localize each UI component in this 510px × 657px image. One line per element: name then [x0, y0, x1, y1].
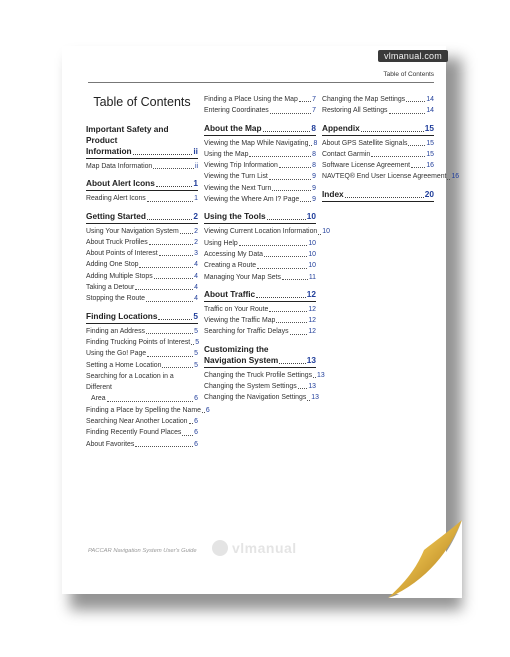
dot-leader [270, 113, 311, 114]
toc-section-heading[interactable] [204, 211, 316, 224]
page-number: ii [194, 163, 198, 170]
toc-section-heading[interactable] [322, 189, 434, 202]
toc-section-heading[interactable] [204, 355, 316, 368]
section-title: About Alert Icons [86, 178, 155, 189]
entry-title: Searching Near Another Location [86, 418, 188, 426]
section-title: About the Map [204, 122, 262, 133]
entry-title: Using Help [204, 239, 238, 247]
entry-title: About Points of Interest [86, 250, 158, 258]
page-number: 8 [311, 122, 316, 133]
entry-title: Finding Trucking Points of Interest [86, 338, 191, 346]
dot-leader [133, 154, 193, 155]
toc-entry[interactable] [204, 183, 316, 194]
dot-leader [282, 279, 308, 280]
dot-leader [162, 367, 193, 368]
dot-leader [298, 388, 308, 389]
toc-entry[interactable] [204, 94, 316, 105]
toc-entry[interactable] [86, 282, 198, 293]
toc-column-2 [204, 94, 330, 404]
toc-entries [204, 94, 330, 404]
section-title: Navigation System [204, 354, 279, 365]
toc-section-heading[interactable] [204, 289, 316, 302]
page-number: 6 [194, 395, 198, 403]
toc-entries [322, 94, 460, 202]
dot-leader [290, 334, 308, 335]
page-number: 20 [424, 188, 434, 199]
entry-title: Accessing My Data [204, 250, 263, 258]
toc-entry[interactable] [204, 138, 316, 149]
page-number: 6 [205, 406, 210, 414]
entry-title: Finding an Address [86, 327, 145, 335]
page-number: 8 [312, 150, 316, 158]
dot-leader [309, 145, 312, 146]
page-number: 5 [194, 350, 198, 358]
entry-title: Searching for Traffic Delays [204, 328, 289, 336]
entry-title: Restoring All Settings [322, 107, 388, 115]
section-title: Index [322, 188, 344, 199]
dot-leader [146, 301, 193, 302]
page-number: 12 [308, 305, 316, 313]
dot-leader [300, 201, 311, 202]
dot-leader [146, 333, 193, 334]
dot-leader [361, 131, 424, 132]
entry-title: Viewing Trip Information [204, 162, 278, 170]
page-number: 15 [426, 139, 434, 147]
toc-entry[interactable] [204, 370, 325, 381]
dot-leader [153, 168, 194, 169]
page-number: 4 [194, 295, 198, 303]
toc-column-3 [322, 94, 460, 204]
dot-leader [147, 219, 192, 220]
page-number: 6 [194, 418, 198, 426]
toc-entry[interactable] [204, 326, 316, 337]
toc-entry[interactable] [322, 160, 434, 171]
toc-entry[interactable] [86, 337, 198, 348]
entry-title: Taking a Detour [86, 284, 135, 292]
entry-title: Setting a Home Location [86, 361, 162, 369]
dot-leader [272, 190, 311, 191]
page-number: 11 [308, 273, 316, 281]
page-number: 7 [312, 107, 316, 115]
toc-section-heading-line1[interactable]: Customizing the [204, 343, 269, 354]
dot-leader [107, 401, 194, 402]
toc-entries [86, 124, 210, 450]
toc-entry[interactable] [86, 237, 198, 248]
entry-title: Reading Alert Icons [86, 195, 146, 203]
dot-leader [189, 423, 194, 424]
toc-section-heading[interactable] [86, 211, 198, 224]
section-title: Getting Started [86, 210, 146, 221]
entry-title-line1: Searching for a Location in a Different [86, 372, 174, 392]
dot-leader [239, 245, 308, 246]
toc-entry[interactable] [322, 105, 434, 116]
page-number: 13 [308, 383, 316, 391]
entry-title: Creating a Route [204, 262, 257, 270]
toc-entry[interactable] [204, 160, 316, 171]
page-number: 13 [317, 371, 325, 379]
page-number: 5 [195, 338, 200, 346]
toc-entry[interactable] [86, 248, 198, 259]
dot-leader [202, 412, 205, 413]
page-number: 8 [312, 162, 316, 170]
page-number: 6 [194, 440, 198, 448]
entry-title: About Truck Profiles [86, 238, 148, 246]
toc-entry[interactable] [204, 194, 316, 205]
dot-leader [299, 101, 311, 102]
page-number: 6 [194, 429, 198, 437]
toc-entry[interactable] [86, 439, 198, 450]
section-title: Finding Locations [86, 310, 158, 321]
entry-title: Changing the Map Settings [322, 96, 406, 103]
dot-leader [182, 435, 193, 436]
toc-section-heading[interactable] [86, 146, 198, 159]
toc-entry[interactable] [86, 326, 198, 337]
dot-leader [267, 219, 306, 220]
dot-leader [249, 156, 311, 157]
entry-title: Using Your Navigation System [86, 227, 179, 235]
entry-title: Viewing Current Location Information [204, 228, 318, 236]
page-number: 16 [426, 162, 434, 170]
entry-title: Finding Recently Found Places [86, 429, 182, 437]
dot-leader [147, 356, 193, 357]
toc-entry[interactable] [86, 259, 198, 270]
dot-leader [149, 244, 193, 245]
dot-leader [318, 234, 321, 235]
page-curl-icon [388, 520, 462, 598]
entry-title: About Favorites [86, 440, 135, 448]
entry-title: Changing the System Settings [204, 383, 297, 391]
toc-entry[interactable] [204, 105, 316, 116]
dot-leader [154, 278, 194, 279]
toc-entry[interactable] [322, 171, 460, 182]
dot-leader [135, 446, 193, 447]
dot-leader [447, 179, 450, 180]
entry-title: Using the Go! Page [86, 350, 147, 358]
entry-title: Viewing the Traffic Map [204, 317, 276, 325]
page-number: 15 [424, 122, 434, 133]
entry-title: Viewing the Turn List [204, 173, 268, 181]
toc-entry[interactable] [322, 149, 434, 160]
entry-title: Finding a Place Using the Map [204, 96, 298, 103]
page-number: 3 [194, 250, 198, 258]
dot-leader [411, 167, 425, 168]
toc-entry[interactable] [322, 94, 434, 105]
page-number: 4 [194, 261, 198, 269]
dot-leader [276, 322, 307, 323]
page-number: 13 [306, 354, 316, 365]
entry-title: Viewing the Map While Navigating [204, 139, 309, 147]
toc-section-heading-line1[interactable]: Important Safety and Product [86, 124, 169, 145]
toc-entry[interactable] [204, 226, 330, 237]
section-title: Using the Tools [204, 211, 266, 222]
toc-entry[interactable] [86, 193, 198, 204]
page-number: 7 [312, 96, 316, 103]
toc-entry[interactable] [204, 249, 316, 260]
toc-column-1 [86, 94, 210, 450]
page-number: 9 [312, 173, 316, 181]
toc-entry[interactable] [322, 138, 434, 149]
page-number: 2 [193, 210, 198, 221]
toc-entry[interactable] [204, 149, 316, 160]
dot-leader [279, 363, 306, 364]
section-title: Appendix [322, 122, 360, 133]
page-number: 5 [194, 327, 198, 335]
dot-leader [371, 156, 425, 157]
entry-title: Viewing the Where Am I? Page [204, 196, 300, 204]
toc-title: Table of Contents [93, 95, 191, 109]
page-number: 10 [306, 211, 316, 222]
header-rule [88, 82, 434, 83]
toc-section-heading[interactable] [204, 123, 316, 136]
dot-leader [307, 400, 310, 401]
page-footer: PACCAR Navigation System User's Guide [88, 548, 197, 554]
dot-leader [191, 344, 194, 345]
entry-title-line2: Area [91, 395, 106, 403]
toc-entry[interactable] [86, 293, 198, 304]
running-header: Table of Contents [383, 71, 434, 78]
entry-title: Traffic on Your Route [204, 305, 269, 313]
entry-title: Viewing the Next Turn [204, 184, 272, 192]
page-number: 9 [312, 196, 316, 204]
dot-leader [263, 131, 311, 132]
page-number: 2 [194, 227, 198, 235]
section-title: About Traffic [204, 288, 256, 299]
dot-leader [406, 101, 425, 102]
dot-leader [345, 197, 424, 198]
toc-entry[interactable] [86, 348, 198, 359]
entry-title: Using the Map [204, 150, 249, 158]
page-number: 8 [313, 139, 318, 147]
dot-leader [269, 311, 307, 312]
entry-title: Software License Agreement [322, 162, 411, 170]
toc-entry[interactable] [86, 371, 198, 405]
entry-title: Contact Garmin [322, 150, 371, 158]
watermark-logo-icon [212, 540, 228, 556]
page-number: 5 [194, 361, 198, 369]
page-number: 12 [306, 288, 316, 299]
site-watermark-badge: vlmanual.com [378, 50, 448, 62]
toc-entry[interactable] [204, 381, 316, 392]
page-number: 10 [308, 262, 316, 270]
entry-title: Stopping the Route [86, 295, 145, 303]
page-number: 4 [194, 284, 198, 292]
entry-title: NAVTEQ® End User License Agreement [322, 173, 447, 181]
entry-title: Finding a Place by Spelling the Name [86, 406, 201, 414]
entry-title: Adding Multiple Stops [86, 272, 153, 280]
dot-leader [256, 297, 306, 298]
dot-leader [159, 255, 194, 256]
page-number: 2 [194, 238, 198, 246]
page-number: 16 [451, 173, 460, 181]
dot-leader [139, 267, 193, 268]
toc-entry[interactable] [204, 304, 316, 315]
page-number: 1 [194, 195, 198, 203]
toc-entry[interactable] [204, 171, 316, 182]
toc-section-heading[interactable] [86, 178, 198, 191]
toc-entry[interactable] [204, 272, 316, 283]
entry-title: Changing the Navigation Settings [204, 394, 307, 402]
watermark-text: vlmanual [232, 540, 297, 556]
toc-entry[interactable] [86, 271, 198, 282]
dot-leader [147, 201, 193, 202]
dot-leader [257, 268, 307, 269]
toc-section-heading[interactable] [322, 123, 434, 136]
page-number: 1 [193, 178, 198, 189]
page-number: 12 [308, 328, 316, 336]
entry-title: About GPS Satellite Signals [322, 139, 408, 147]
toc-entry[interactable] [86, 226, 198, 237]
entry-title: Managing Your Map Sets [204, 273, 281, 281]
page-number: 10 [322, 228, 330, 236]
page-number: 14 [426, 107, 434, 115]
page-number: 15 [426, 150, 434, 158]
page-number: 12 [308, 317, 316, 325]
dot-leader [408, 145, 425, 146]
center-watermark [212, 538, 320, 558]
toc-entry[interactable] [204, 260, 316, 271]
toc-entry[interactable] [204, 238, 316, 249]
toc-entry[interactable] [204, 392, 319, 403]
page-number: 14 [426, 96, 434, 103]
entry-title: Changing the Truck Profile Settings [204, 371, 313, 379]
dot-leader [264, 256, 307, 257]
page-number: ii [193, 146, 198, 156]
page-number: 13 [311, 394, 319, 402]
page-number: 10 [308, 239, 316, 247]
toc-entry[interactable] [86, 405, 210, 416]
toc-section-heading[interactable] [86, 311, 198, 324]
toc-entry[interactable] [86, 360, 198, 371]
entry-title: Map Data Information [86, 163, 153, 170]
dot-leader [156, 186, 193, 187]
dot-leader [135, 289, 193, 290]
entry-title: Entering Coordinates [204, 107, 269, 115]
section-title: Information [86, 146, 132, 156]
toc-entry[interactable] [86, 161, 198, 172]
entry-title: Adding One Stop [86, 261, 139, 269]
dot-leader [269, 179, 311, 180]
toc-entry[interactable] [204, 315, 316, 326]
page-number: 5 [193, 310, 198, 321]
page-number: 4 [194, 272, 198, 280]
dot-leader [180, 233, 193, 234]
toc-entry[interactable] [86, 427, 198, 438]
dot-leader [158, 319, 192, 320]
dot-leader [313, 377, 316, 378]
page-number: 9 [312, 184, 316, 192]
toc-entry[interactable] [86, 416, 198, 427]
dot-leader [279, 167, 311, 168]
dot-leader [389, 113, 426, 114]
page-number: 10 [308, 250, 316, 258]
